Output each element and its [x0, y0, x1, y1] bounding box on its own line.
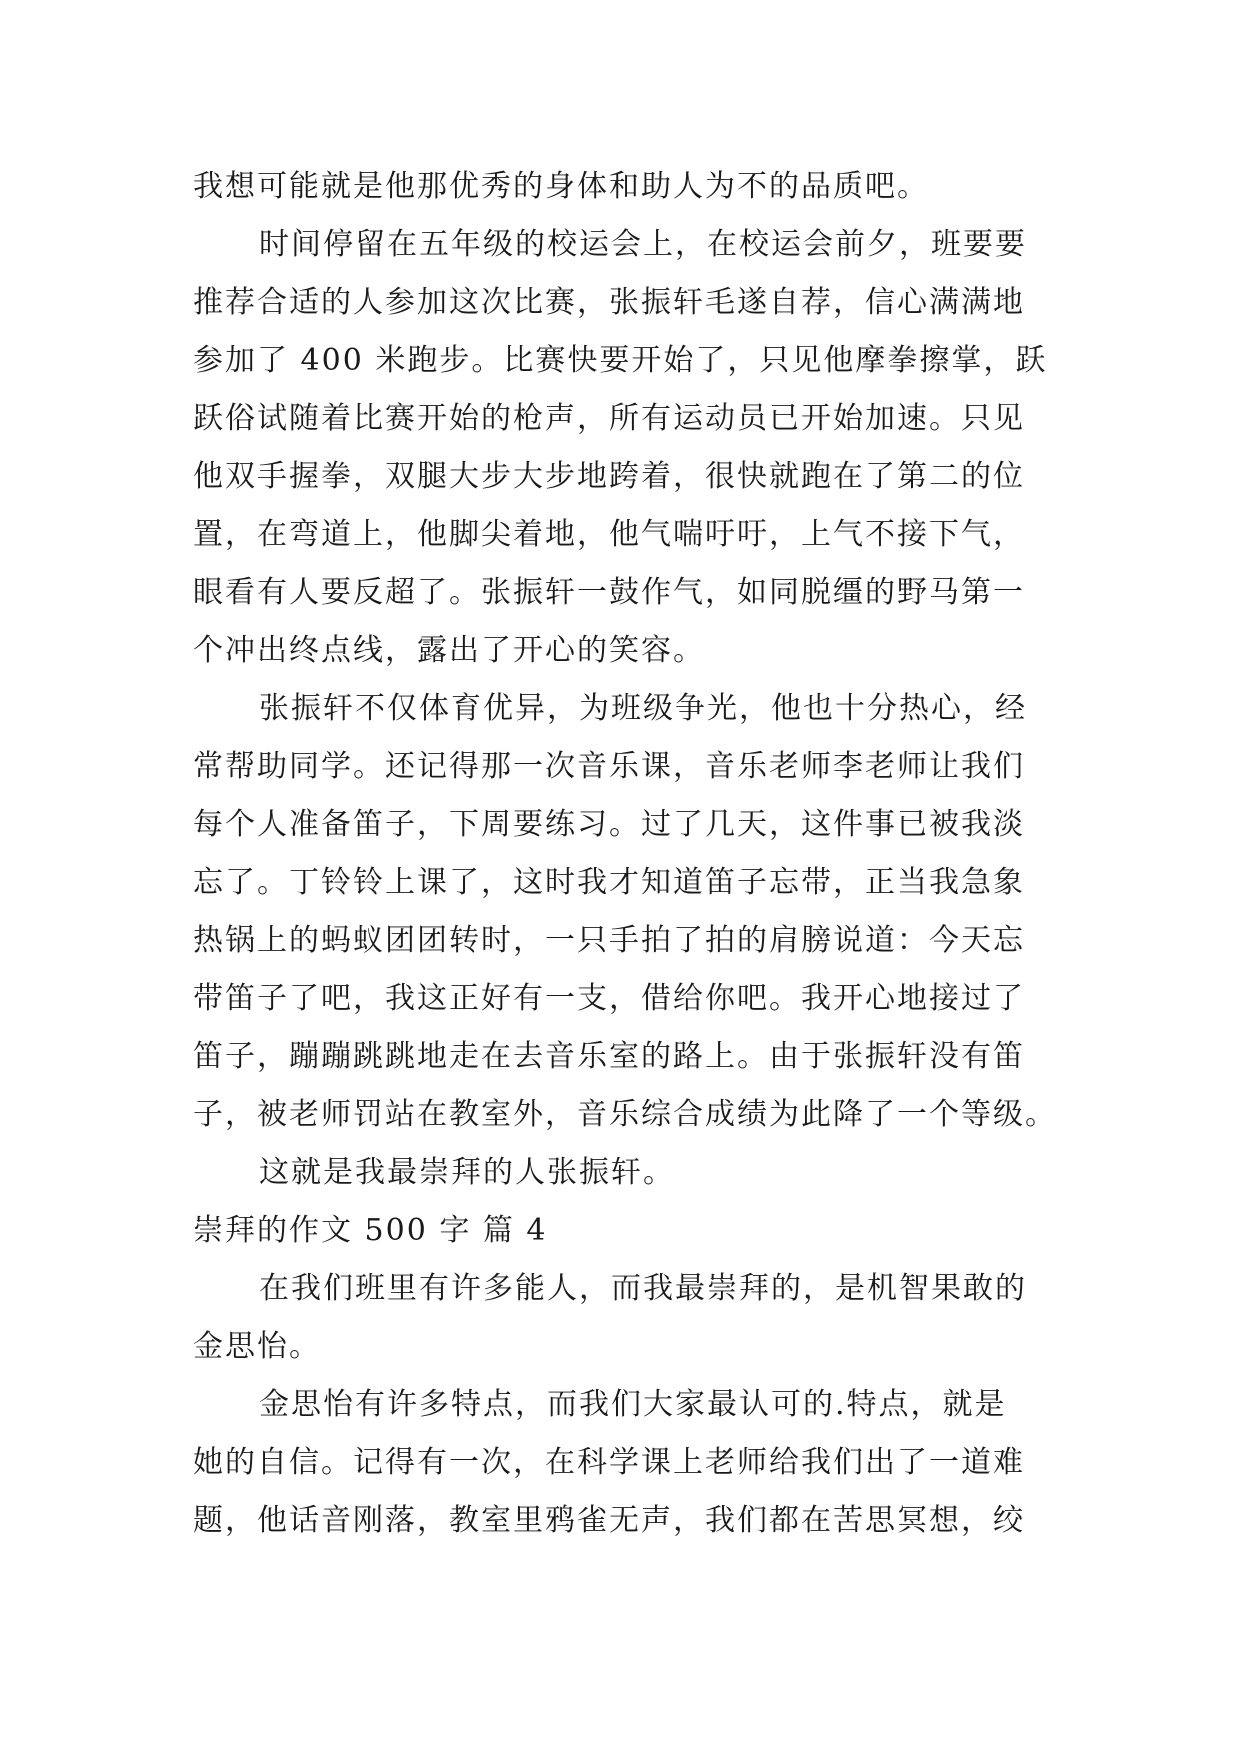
text-line: 这就是我最崇拜的人张振轩。: [259, 1155, 675, 1190]
text-line: 张振轩不仅体育优异，为班级争光，他也十分热心，经: [259, 691, 1027, 726]
text-line: 每个人准备笛子，下周要练习。过了几天，这件事已被我淡: [193, 807, 1025, 842]
text-line: 参加了 400 米跑步。比赛快要开始了，只见他摩拳擦掌，跃: [193, 343, 1048, 378]
text-line: 我想可能就是他那优秀的身体和助人为不的品质吧。: [193, 169, 929, 204]
text-line: 带笛子了吧，我这正好有一支，借给你吧。我开心地接过了: [193, 981, 1025, 1016]
text-line: 金思怡。: [193, 1329, 321, 1364]
text-line: 她的自信。记得有一次，在科学课上老师给我们出了一道难: [193, 1445, 1025, 1480]
text-line: 在我们班里有许多能人，而我最崇拜的，是机智果敢的: [259, 1271, 1027, 1306]
text-line: 题，他话音刚落，教室里鸦雀无声，我们都在苦思冥想，绞: [193, 1503, 1025, 1538]
text-line: 子，被老师罚站在教室外，音乐综合成绩为此降了一个等级。: [193, 1097, 1057, 1132]
text-line: 跃俗试随着比赛开始的枪声，所有运动员已开始加速。只见: [193, 401, 1025, 436]
section-heading: 崇拜的作文 500 字 篇 4: [193, 1213, 548, 1248]
text-line: 他双手握拳，双腿大步大步地跨着，很快就跑在了第二的位: [193, 459, 1025, 494]
text-line: 时间停留在五年级的校运会上，在校运会前夕，班要要: [259, 227, 1027, 262]
text-line: 置，在弯道上，他脚尖着地，他气喘吁吁，上气不接下气，: [193, 517, 1025, 552]
text-line: 眼看有人要反超了。张振轩一鼓作气，如同脱缰的野马第一: [193, 575, 1025, 610]
text-line: 金思怡有许多特点，而我们大家最认可的.特点，就是: [259, 1387, 1007, 1422]
text-line: 热锅上的蚂蚁团团转时，一只手拍了拍的肩膀说道：今天忘: [193, 923, 1025, 958]
text-line: 常帮助同学。还记得那一次音乐课，音乐老师李老师让我们: [193, 749, 1025, 784]
text-line: 忘了。丁铃铃上课了，这时我才知道笛子忘带，正当我急象: [193, 865, 1025, 900]
text-line: 笛子，蹦蹦跳跳地走在去音乐室的路上。由于张振轩没有笛: [193, 1039, 1025, 1074]
text-line: 推荐合适的人参加这次比赛，张振轩毛遂自荐，信心满满地: [193, 285, 1025, 320]
text-line: 个冲出终点线，露出了开心的笑容。: [193, 633, 705, 668]
essay-body: [193, 158, 1073, 1550]
